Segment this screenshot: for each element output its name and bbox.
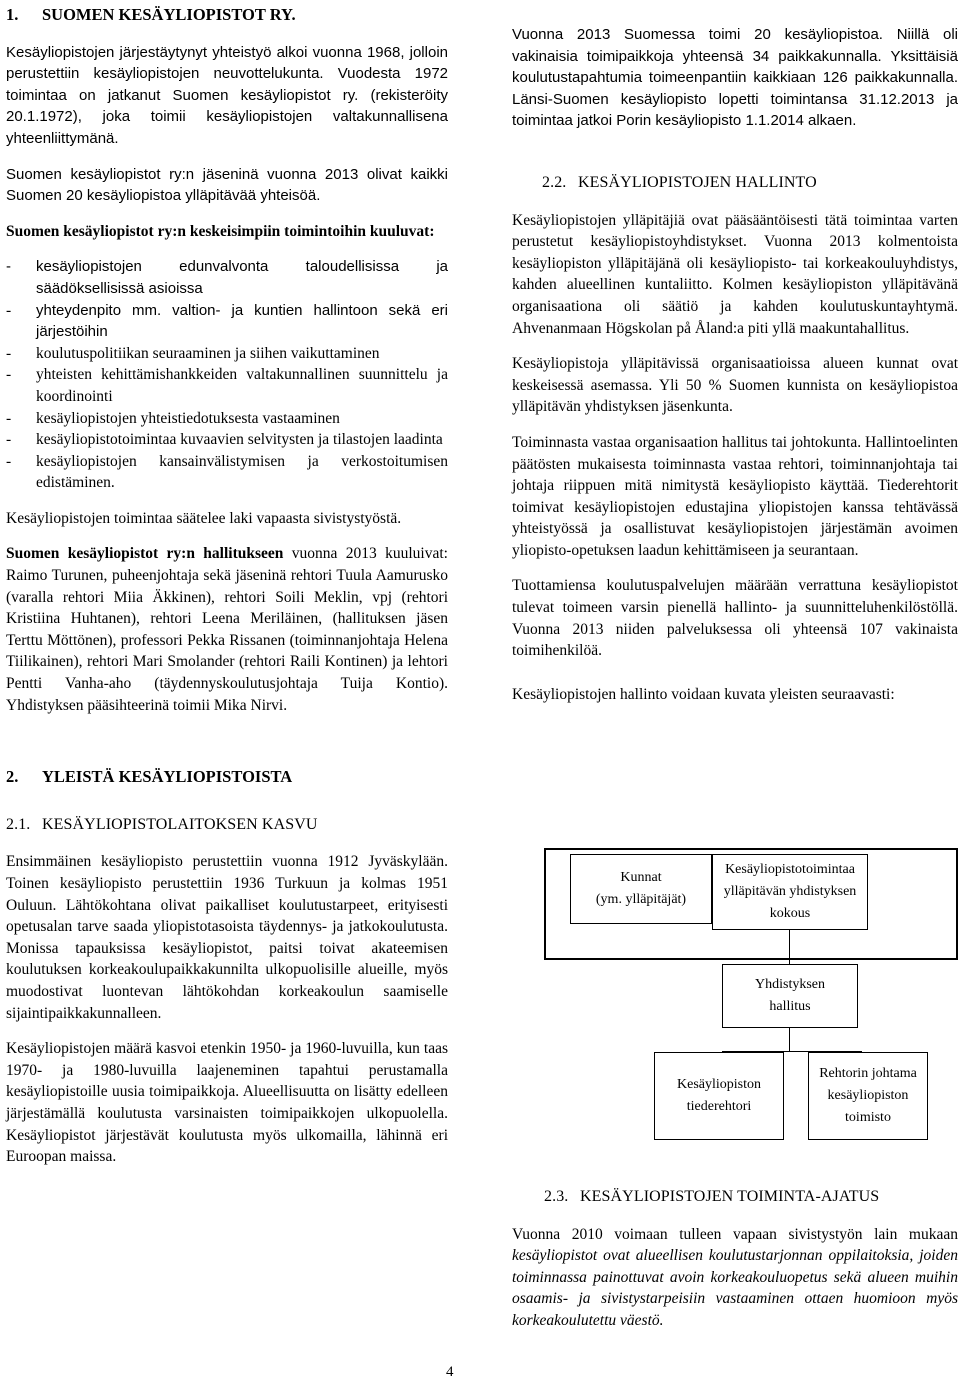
section-2-2-heading	[542, 172, 958, 194]
section-number: 2.2.	[542, 173, 567, 191]
paragraph-management: Toiminnasta vastaa organisaation hallitus tai johtokunta. Hallintoelinten päätösten mukaisesta toiminnasta vastaa rehtori, toiminnanjohtaja tai johtaja riippuen mitä nimitystä kesäyliopisto käyttää. Tiederehtorit toimivat kesäyliopistojen edustajina yliopistojen kanssa tehtävässä yhteistyössä ja osallistuvat kesäyliopistojen järjestämän avoimen yliopisto-opetuksen laadun kehittämiseen ja seurantaan.	[512, 433, 958, 559]
section-title: KESÄYLIOPISTOJEN TOIMINTA-AJATUS	[580, 1188, 880, 1205]
paragraph-board	[6, 543, 448, 716]
section-number: 2.1.	[6, 815, 31, 833]
paragraph-municipalities: Kesäyliopistoja ylläpitävissä organisaatioissa alueen kunnat ovat keskeisessä asemassa. Yli 50 % Suomen kunnista on kesäyliopistoa ylläpitävän yhdistyksen jäsenkunta.	[512, 355, 958, 416]
list-heading: Suomen kesäyliopistot ry:n keskeisimpiin toimintoihin kuuluvat:	[6, 222, 435, 240]
list-item: - kesäyliopistojen kansainvälistymisen ja verkostoitumisen edistäminen.	[6, 451, 448, 494]
paragraph-maintainers: Kesäyliopistojen ylläpitäjiä ovat pääsääntöisesti tätä toimintaa varten perustetut kesäyliopistoyhdistykset. Vuonna 2013 kolmentoista kesäyliopiston ylläpitäjänä oli kesäyliopisto- tai korkeakouluyhdistys, kahden alueellinen kuntaliitto. Kolmen kesäyliopiston ylläpitävänä organisaationa oli säätiö ja kahden koulutuskuntayhtymä. Ahvenanmaan Högskolan på Åland:a piti yllä maakuntahallitus.	[512, 211, 958, 337]
org-box-hallitus: Yhdistyksen hallitus	[722, 964, 858, 1028]
section-title: KESÄYLIOPISTOLAITOKSEN KASVU	[42, 815, 318, 833]
org-box-rehtorin-toimisto: Rehtorin johtama kesäyliopiston toimisto	[808, 1052, 928, 1140]
paragraph-staff: Tuottamiensa koulutuspalvelujen määrään verrattuna kesäyliopistot tulevat toimeen varsin pienellä hallinto- ja suunnitteluhenkilöstöllä. Vuonna 2013 niiden palveluksessa oli yhteensä 107 vakinaista toimihenkilöä.	[512, 577, 958, 660]
mission-statement: kesäyliopistot ovat alueellisen koulutustarjonnan oppilaitoksia, joiden toiminnassa painottuvat avoin korkeakouluopetus sekä alueen muihin osaamis- ja sivistystarpeisiin vastaaminen ottaen huomioon myös korkeakoulutettu väestö.	[512, 1247, 958, 1329]
paragraph-history: Kesäyliopistojen järjestäytynyt yhteistyö alkoi vuonna 1968, jolloin perustettiin kesäyliopistojen neuvottelukunta. Vuodesta 1972 toimintaa on jatkanut Suomen kesäyliopistot ry. (rekisteröity 20.1.1972), joka toimii kesäyliopistojen valtakunnallisena yhteenliittymänä.	[6, 43, 448, 147]
section-number: 1.	[6, 5, 19, 24]
list-item: - yhteisten kehittämishankkeiden valtakunnallinen suunnittelu ja koordinointi	[6, 364, 448, 407]
paragraph-law: Kesäyliopistojen toimintaa säätelee laki vapaasta sivistystyöstä.	[6, 509, 402, 527]
paragraph-2013-stats: Vuonna 2013 Suomessa toimi 20 kesäyliopistoa. Niillä oli vakinaisia toimipaikkoja yhteensä 34 paikkakunnalla. Yksittäisiä koulutustapahtumia toimeenpantiin kaikkiaan 126 paikkakunnalla. Länsi-Suomen kesäyliopisto lopetti toimintansa 31.12.2013 ja toimintaa jatkoi Porin kesäyliopisto 1.1.2014 alkaen.	[512, 26, 958, 130]
section-number: 2.	[6, 767, 19, 787]
section-title: SUOMEN KESÄYLIOPISTOT RY.	[42, 5, 296, 24]
list-item: - koulutuspolitiikan seuraaminen ja siihen vaikuttaminen	[6, 343, 448, 365]
org-connector	[789, 929, 790, 965]
section-2-3-heading	[544, 1186, 958, 1208]
left-column	[6, 0, 448, 1182]
section-title: KESÄYLIOPISTOJEN HALLINTO	[578, 173, 817, 191]
org-box-kunnat: Kunnat (ym. ylläpitäjät)	[570, 854, 712, 924]
paragraph-mission: Vuonna 2010 voimaan tulleen vapaan sivistystyön lain mukaan kesäyliopistot ovat alueellisen koulutustarjonnan oppilaitoksia, joiden toiminnassa painottuvat avoin korkeakouluopetus sekä alueen muihin osaamis- ja sivistystarpeisiin vastaaminen ottaen huomioon myös korkeakoulutettu väestö.	[512, 1225, 958, 1329]
paragraph-expansion: Kesäyliopistojen määrä kasvoi etenkin 1950- ja 1960-luvuilla, kun taas 1970- ja 1980-luvuilla laajeneminen tapahtui perustamalla kesäyliopistoille uusia toimipaikkoja. Alueellisuutta on lisätty edelleen järjestämällä koulutusta varsinaisten toimipaikkojen ulkopuolella. Kesäyliopistot järjestävät koulutusta myös ulkomailla, lähinnä eri Euroopan maissa.	[6, 1040, 448, 1166]
board-members: vuonna 2013 kuuluivat: Raimo Turunen, puheenjohtaja sekä jäseninä rehtori Tuula Aamurusko (varalla rehtori Miia Äkkinen), rehtori Soili Meklin, vpj (rehtori Kristiina Huhtanen), rehtori Leena Meriläinen, (hallituksen jäsen Terttu Möttönen), professori Pekka Rissanen (toiminnanjohtaja Helena Tiilikainen), rehtori Mari Smolander (rehtori Raili Kontinen) ja lehtori Pentti Vanha-aho (täydennyskoulutusjohtaja Tuija Kontio). Yhdistyksen pääsihteerinä toimii Mika Nirvi.	[6, 545, 448, 714]
right-column	[512, 0, 958, 719]
org-box-tiederehtori: Kesäyliopiston tiederehtori	[654, 1052, 784, 1140]
paragraph-growth: Ensimmäinen kesäyliopisto perustettiin vuonna 1912 Jyväskylään. Toinen kesäyliopisto perustettiin 1936 Turkuun ja kolmas 1951 Ouluun. Lähtökohtana olivat paikalliset koulutustarpeet, erityisesti opetusalan tarve saada yliopistotasoista täydennys- ja jatkokoulutusta. Monissa tapauksissa kesäyliopistot, paitsi toivat akateemisen koulutuksen korkeakoulupaikkakunnilta ulkopuolisille alueille, myös muodostivat luontevan lähtökohdan korkeakoulun saamiselle sijaintipaikkakunnalleen.	[6, 853, 448, 1022]
org-box-yhdistyksen-kokous: Kesäyliopistotoimintaa ylläpitävän yhdistyksen kokous	[712, 854, 868, 930]
board-heading: Suomen kesäyliopistot ry:n hallitukseen	[6, 545, 284, 563]
org-connector	[789, 1027, 790, 1051]
list-item: - kesäyliopistojen edunvalvonta taloudellisissa ja säädöksellisissä asioissa	[6, 256, 448, 299]
section-2-1-heading	[6, 814, 448, 836]
section-2-heading	[6, 766, 448, 788]
paragraph-chart-intro: Kesäyliopistojen hallinto voidaan kuvata yleisten seuraavasti:	[512, 685, 895, 703]
section-number: 2.3.	[544, 1188, 569, 1205]
list-item: - yhteydenpito mm. valtion- ja kuntien hallintoon sekä eri järjestöihin	[6, 300, 448, 343]
section-1-heading	[6, 4, 448, 26]
section-title: YLEISTÄ KESÄYLIOPISTOISTA	[42, 767, 293, 787]
section-2-3	[512, 1186, 958, 1346]
list-item: - kesäyliopistojen yhteistiedotuksesta vastaaminen	[6, 408, 448, 430]
administration-org-chart	[512, 840, 958, 1170]
list-item: - kesäyliopistotoimintaa kuvaavien selvitysten ja tilastojen laadinta	[6, 429, 448, 451]
page-number: 4	[446, 1364, 454, 1380]
paragraph-members: Suomen kesäyliopistot ry:n jäseninä vuonna 2013 olivat kaikki Suomen 20 kesäyliopistoa ylläpitävää yhteisöä.	[6, 165, 448, 205]
activities-list	[6, 256, 448, 494]
